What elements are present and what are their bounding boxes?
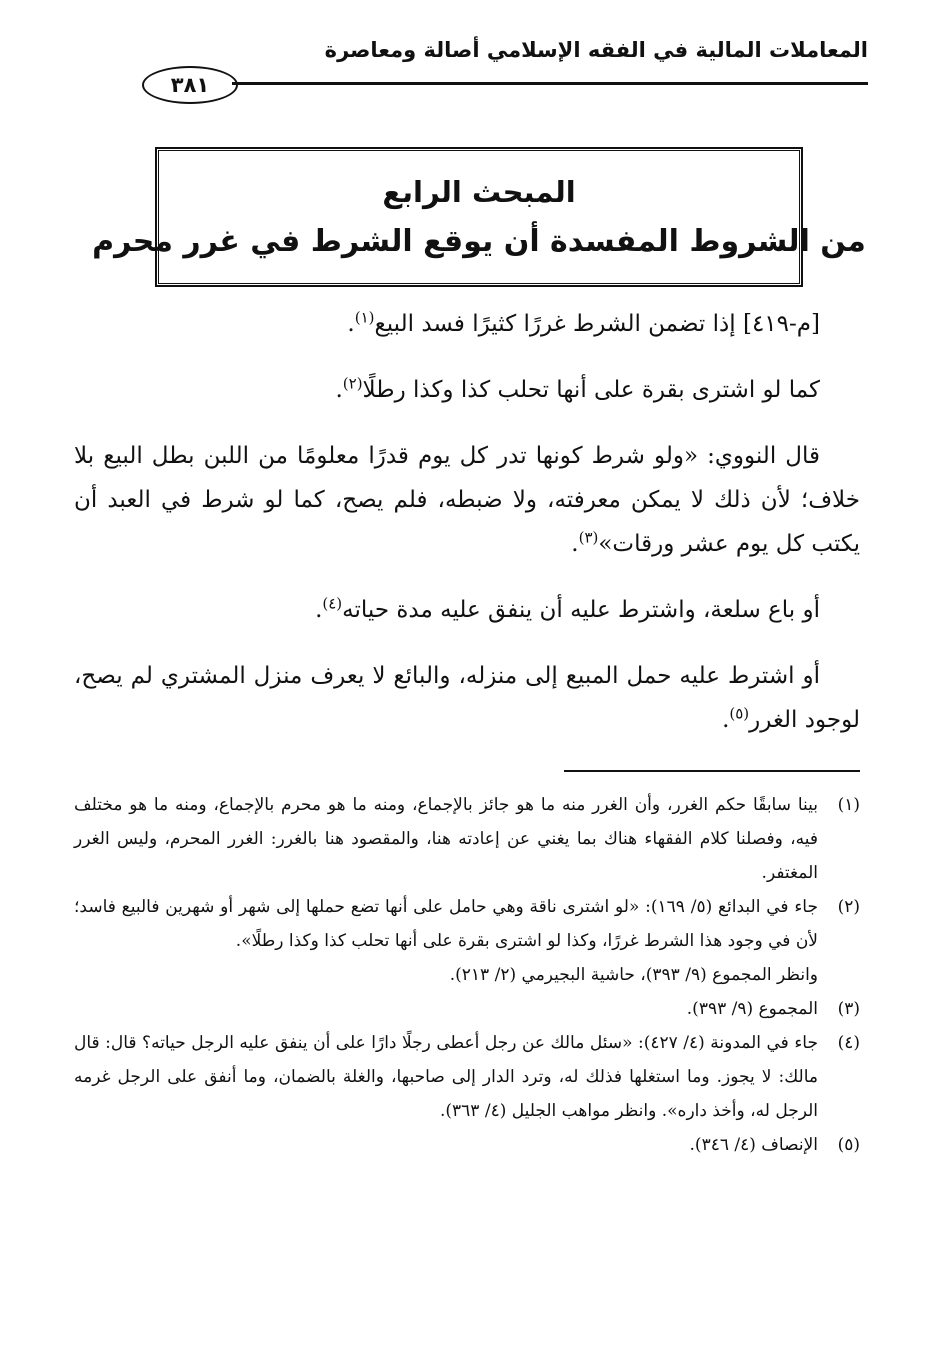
footnote-text: جاء في البدائع (٥/ ١٦٩): «لو اشترى ناقة وهي حامل على أنها تضع حملها إلى شهر أو شهرين فالبيع فاسد؛ لأن في وجود هذا الشرط غررًا، وكذا لو اشترى بقرة على أنها تحلب كذا وكذا رطلًا». — [74, 897, 818, 951]
paragraph-2-end: . — [335, 377, 343, 403]
paragraph-5-end: . — [722, 707, 730, 733]
footnote-3 — [74, 992, 860, 1026]
footnote-ref-3: (٣) — [578, 528, 599, 547]
footnote-number: (٢) — [837, 897, 860, 917]
paragraph-4-end: . — [315, 597, 323, 623]
paragraph-1 — [74, 302, 860, 346]
footnote-4 — [74, 1026, 860, 1128]
footnote-number: (١) — [837, 795, 860, 815]
paragraph-5-text: أو اشترط عليه حمل المبيع إلى منزله، والبائع لا يعرف منزل المشتري لم يصح، لوجود الغرر — [74, 663, 860, 733]
paragraph-4 — [74, 588, 860, 632]
footnote-text: بينا سابقًا حكم الغرر، وأن الغرر منه ما هو جائز بالإجماع، ومنه ما هو محرم بالإجماع، ومنه ما هو مختلف فيه، وفصلنا كلام الفقهاء هناك بما يغني عن إعادته هنا، والمقصود هنا بالغرر: الغرر المحرم، وليس الغرر المغتفر. — [74, 795, 818, 883]
paragraph-5 — [74, 654, 860, 742]
paragraph-1-text: [م-٤١٩] إذا تضمن الشرط غررًا كثيرًا فسد البيع — [374, 311, 820, 337]
paragraph-2-text: كما لو اشترى بقرة على أنها تحلب كذا وكذا رطلًا — [362, 377, 820, 403]
section-title-box — [92, 148, 866, 286]
footnote-number: (٤) — [837, 1033, 860, 1053]
footnotes — [74, 788, 860, 1162]
paragraph-3 — [74, 434, 860, 566]
paragraph-3-text: قال النووي: «ولو شرط كونها تدر كل يوم قدرًا معلومًا من اللبن بطل البيع بلا خلاف؛ لأن ذلك لا يمكن معرفته، ولا ضبطه، فلم يصح، كما لو شرط في العبد أن يكتب كل يوم عشر ورقات» — [74, 443, 860, 557]
footnote-ref-4: (٤) — [322, 594, 343, 613]
paragraph-4-text: أو باع سلعة، واشترط عليه أن ينفق عليه مدة حياته — [342, 597, 820, 623]
footnote-text: المجموع (٩/ ٣٩٣). — [686, 999, 818, 1019]
paragraph-3-end: . — [571, 531, 579, 557]
footnote-number: (٥) — [837, 1135, 860, 1155]
footnote-2 — [74, 890, 860, 958]
footnote-ref-5: (٥) — [729, 704, 750, 723]
paragraph-1-end: . — [347, 311, 355, 337]
footnote-5 — [74, 1128, 860, 1162]
footnote-number: (٣) — [837, 999, 860, 1019]
section-subtitle: من الشروط المفسدة أن يوقع الشرط في غرر محرم — [92, 224, 866, 259]
paragraph-2 — [74, 368, 860, 412]
footnote-text: جاء في المدونة (٤/ ٤٢٧): «سئل مالك عن رجل أعطى رجلًا دارًا على أن ينفق عليه الرجل حياته؟ قال: قال مالك: لا يجوز. وما استغلها فذلك له، وترد الدار إلى صاحبها، والغلة بالضمان، وما أنفق على الرجل غرمه الرجل له، وأخذ داره». وانظر مواهب الجليل (٤/ ٣٦٣). — [74, 1033, 819, 1121]
section-title: المبحث الرابع — [382, 175, 576, 209]
footnote-text: الإنصاف (٤/ ٣٤٦). — [689, 1135, 818, 1155]
footnote-ref-1: (١) — [354, 308, 375, 327]
footnote-separator — [564, 770, 860, 772]
body-text — [74, 302, 860, 764]
footnote-ref-2: (٢) — [342, 374, 363, 393]
header-rule — [232, 82, 868, 85]
footnote-2-continuation: وانظر المجموع (٩/ ٣٩٣)، حاشية البجيرمي (٢/ ٢١٣). — [449, 965, 818, 985]
running-title: المعاملات المالية في الفقه الإسلامي أصالة ومعاصرة — [324, 38, 868, 62]
page-number: ٣٨١ — [142, 66, 238, 104]
footnote-1 — [74, 788, 860, 890]
